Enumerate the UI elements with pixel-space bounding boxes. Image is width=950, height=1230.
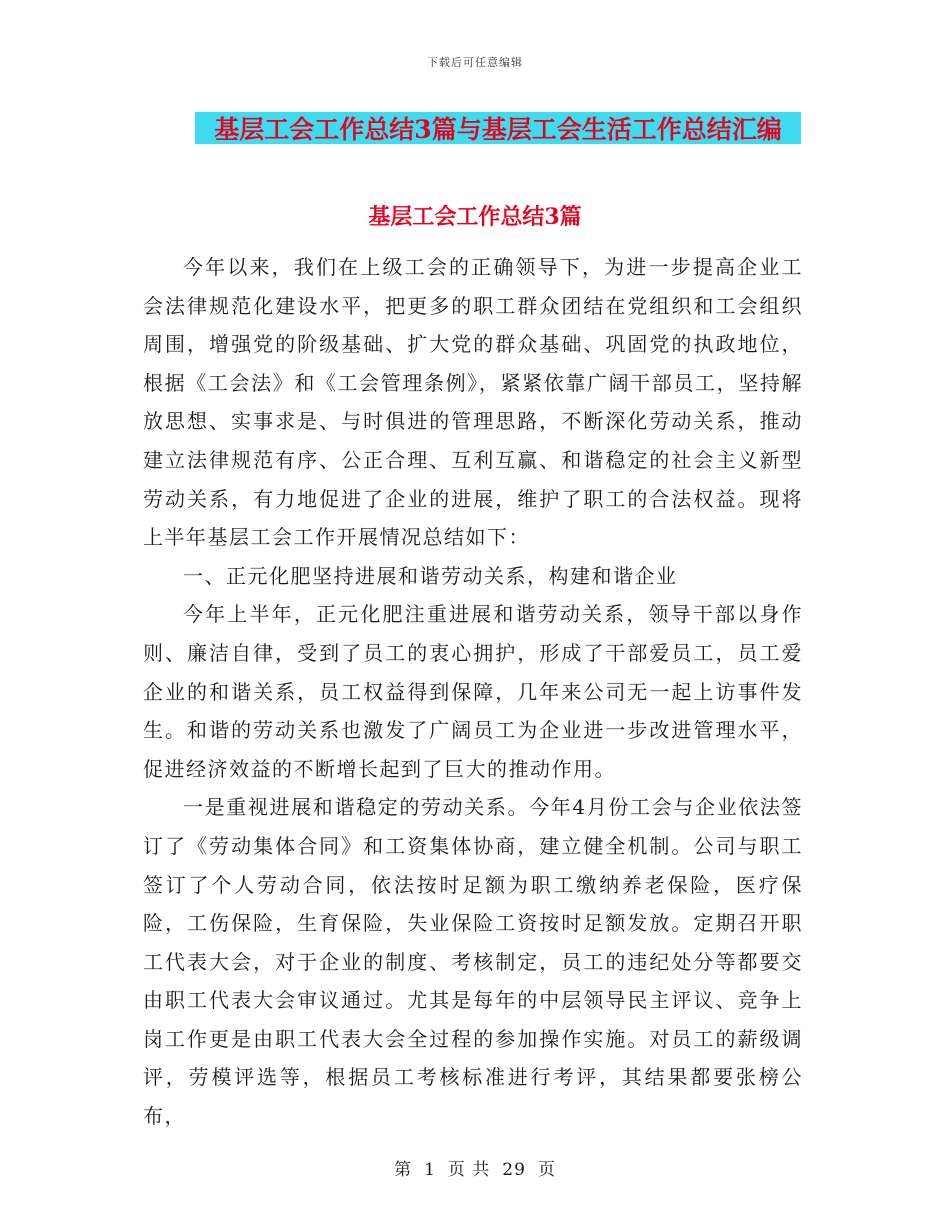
paragraph-heading-1: 一、正元化肥坚持进展和谐劳动关系，构建和谐企业 — [183, 563, 678, 588]
section-title: 基层工会工作总结3篇 — [368, 204, 582, 230]
paragraph-intro: 今年以来，我们在上级工会的正确领导下，为进一步提高企业工会法律规范化建设水平，把更多的职工群众团结在党组织和工会组织周围，增强党的阶级基础、扩大党的群众基础、巩固党的执政地位，根据《工会法》和《工会管理条例》，紧紧依靠广阔干部员工，坚持解放思想、实事求是、与时俱进的管理思路，不断深化劳动关系，推动建立法律规范有序、公正合理、互利互赢、和谐稳定的社会主义新型劳动关系，有力地促进了企业的进展，维护了职工的合法权益。现将上半年基层工会工作开展情况总结如下： — [143, 255, 803, 550]
footer-suffix: 页 — [537, 1160, 556, 1180]
paragraph-labor-relations: 一是重视进展和谐稳定的劳动关系。今年4月份工会与企业依法签订了《劳动集体合同》和工资集体协商，建立健全机制。公司与职工签订了个人劳动合同，依法按时足额为职工缴纳养老保险，医疗保险，工伤保险，生育保险，失业保险工资按时足额发放。定期召开职工代表大会，对于企业的制度、考核制定，员工的违纪处分等都要交由职工代表大会审议通过。尤其是每年的中层领导民主评议、竞争上岗工作更是由职工代表大会全过程的参加操作实施。对员工的薪级调评，劳模评选等，根据员工考核标准进行考评，其结果都要张榜公布， — [143, 795, 803, 1129]
header-note: 下载后可任意编辑 — [427, 56, 523, 69]
body-text — [143, 248, 803, 1136]
footer-prefix: 第 — [394, 1160, 413, 1180]
page-footer — [0, 1155, 950, 1180]
footer-middle: 页 共 — [447, 1160, 491, 1180]
paragraph-harmony: 今年上半年，正元化肥注重进展和谐劳动关系，领导干部以身作则、廉洁自律，受到了员工的衷心拥护，形成了干部爱员工，员工爱企业的和谐关系，员工权益得到保障，几年来公司无一起上访事件发生。和谐的劳动关系也激发了广阔员工为企业进一步改进管理水平，促进经济效益的不断增长起到了巨大的推动作用。 — [143, 602, 803, 781]
footer-total-pages: 29 — [502, 1160, 526, 1180]
document-title: 基层工会工作总结3篇与基层工会生活工作总结汇编 — [214, 115, 782, 144]
footer-page-number: 1 — [424, 1160, 436, 1180]
document-title-highlight — [195, 112, 801, 144]
